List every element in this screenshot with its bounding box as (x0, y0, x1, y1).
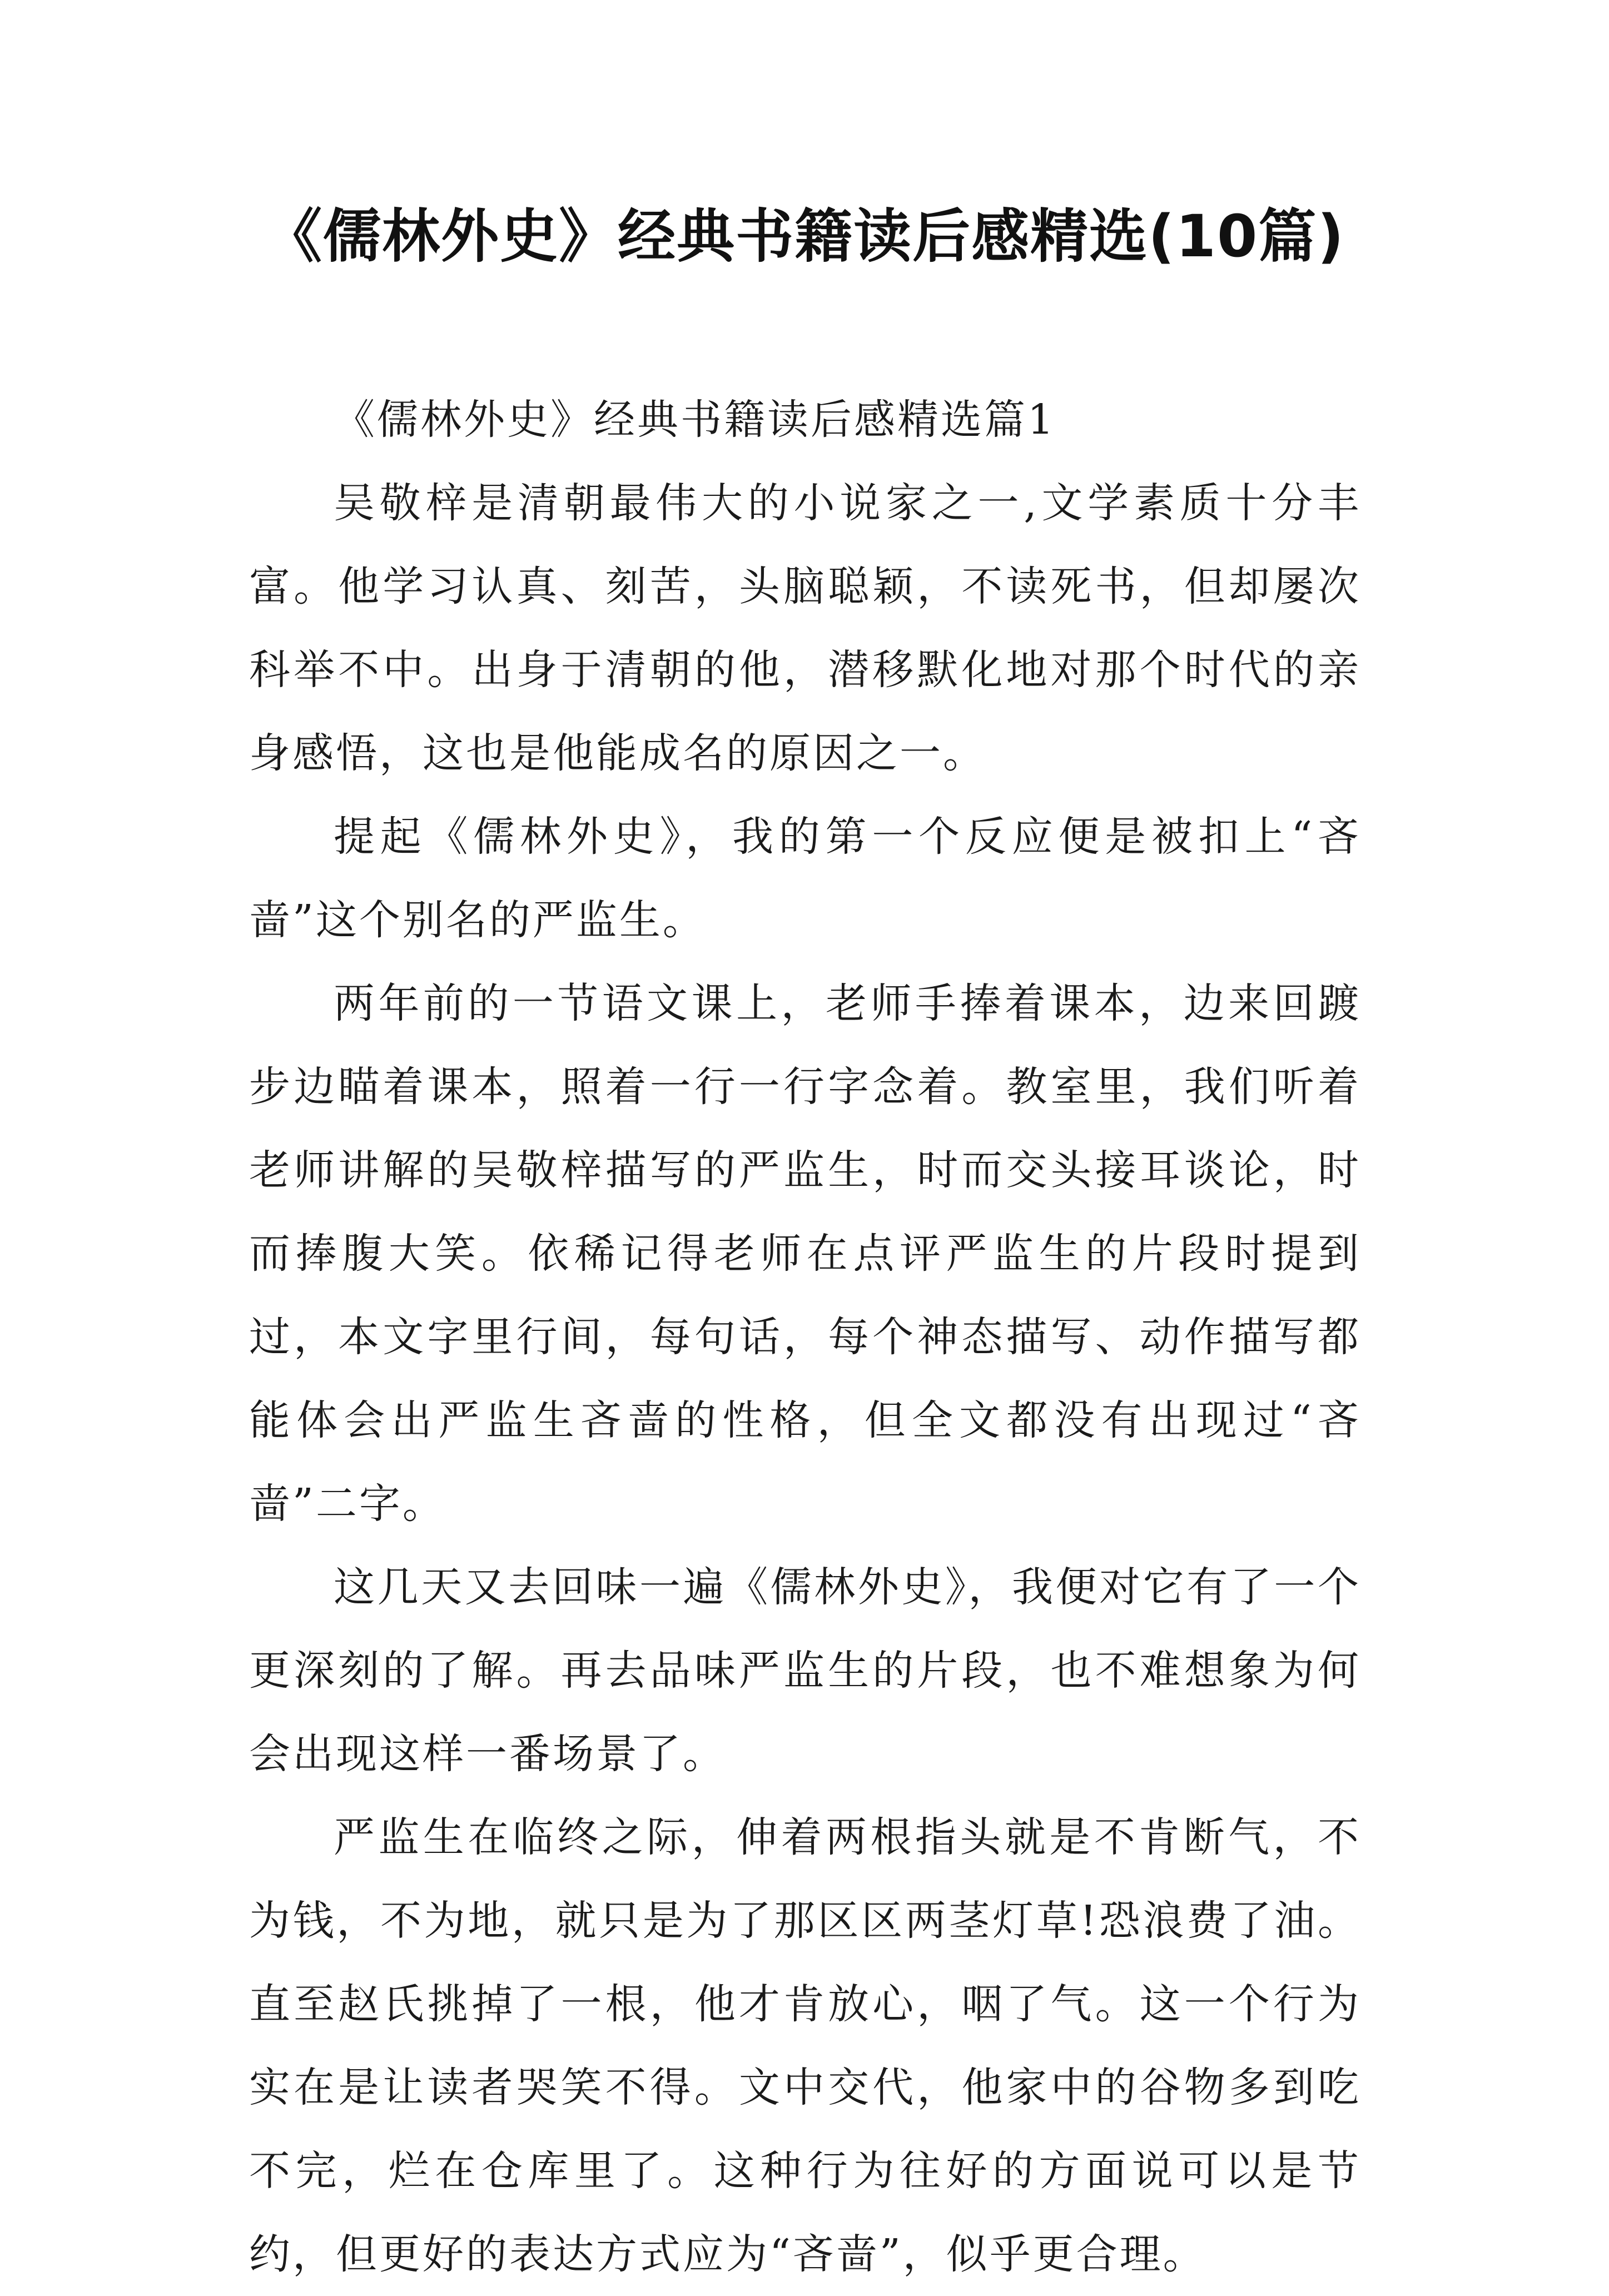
paragraph: 严监生在临终之际，伸着两根指头就是不肯断气，不为钱，不为地，就只是为了那区区两茎灯草!恐浪费了油。直至赵氏挑掉了一根，他才肯放心，咽了气。这一个行为实在是让读者哭笑不得。文中交代，他家中的谷物多到吃不完，烂在仓库里了。这种行为往好的方面说可以是节约，但更好的表达方式应为“吝啬”，似乎更合理。 (249, 1813, 1361, 2278)
paragraph: 这几天又去回味一遍《儒林外史》，我便对它有了一个更深刻的了解。再去品味严监生的片段，也不难想象为何会出现这样一番场景了。 (249, 1563, 1361, 1778)
document-body (249, 378, 1361, 2296)
paragraph: 两年前的一节语文课上，老师手捧着课本，边来回踱步边瞄着课本，照着一行一行字念着。教室里，我们听着老师讲解的吴敬梓描写的严监生，时而交头接耳谈论，时而捧腹大笑。依稀记得老师在点评严监生的片段时提到过，本文字里行间，每句话，每个神态描写、动作描写都能体会出严监生吝啬的性格，但全文都没有出现过“吝啬”二字。 (249, 980, 1361, 1528)
section-heading: 《儒林外史》经典书籍读后感精选篇1 (334, 396, 1056, 444)
paragraph: 吴敬梓是清朝最伟大的小说家之一,文学素质十分丰富。他学习认真、刻苦，头脑聪颖，不读死书，但却屡次科举不中。出身于清朝的他，潜移默化地对那个时代的亲身感悟，这也是他能成名的原因之一。 (249, 479, 1361, 777)
document-title: 《儒林外史》经典书籍读后感精选(10篇) (264, 202, 1345, 270)
paragraph: 提起《儒林外史》，我的第一个反应便是被扣上“吝啬”这个别名的严监生。 (249, 813, 1361, 944)
